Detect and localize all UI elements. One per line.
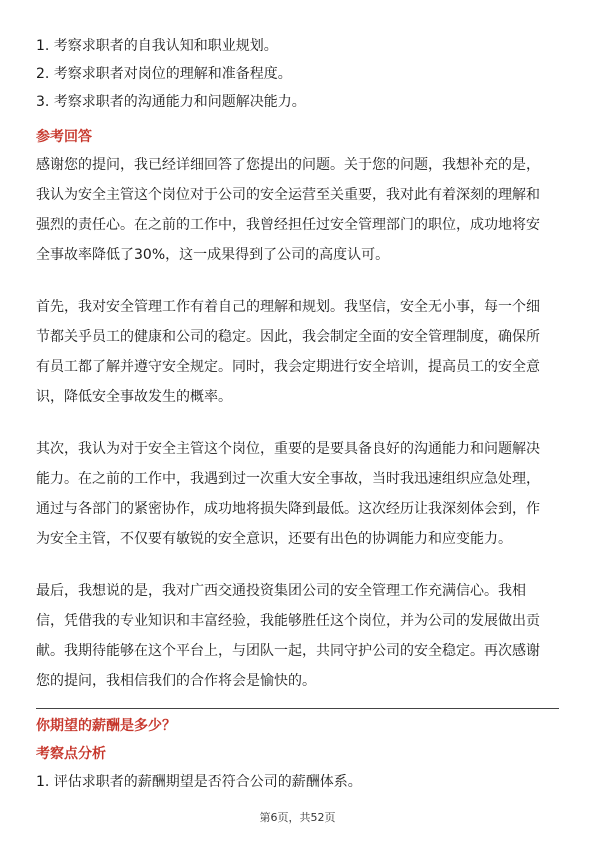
paragraph-line: 最后，我想说的是，我对广西交通投资集团公司的安全管理工作充满信心。我相: [36, 583, 526, 599]
paragraph-line: 首先，我对安全管理工作有着自己的理解和规划。我坚信，安全无小事，每一个细: [36, 299, 540, 315]
paragraph-line: 节都关乎员工的健康和公司的稳定。因此，我会制定全面的安全管理制度，确保所: [36, 329, 540, 345]
intro-list-item: 3. 考察求职者的沟通能力和问题解决能力。: [36, 94, 306, 110]
paragraph-line: 您的提问，我相信我们的合作将会是愉快的。: [36, 673, 316, 689]
paragraph-line: 通过与各部门的紧密协作，成功地将损失降到最低。这次经历让我深刻体会到，作: [36, 501, 540, 517]
paragraph-line: 信，凭借我的专业知识和丰富经验，我能够胜任这个岗位，并为公司的发展做出贡: [36, 613, 540, 629]
paragraph-line: 强烈的责任心。在之前的工作中，我曾经担任过安全管理部门的职位，成功地将安: [36, 217, 540, 233]
analysis-list-item: 1. 评估求职者的薪酬期望是否符合公司的薪酬体系。: [36, 774, 362, 790]
paragraph-line: 识，降低安全事故发生的概率。: [36, 389, 232, 405]
paragraph-line: 为安全主管，不仅要有敏锐的安全意识，还要有出色的协调能力和应变能力。: [36, 531, 512, 547]
paragraph-line: 能力。在之前的工作中，我遇到过一次重大安全事故，当时我迅速组织应急处理，: [36, 471, 540, 487]
paragraph-line: 全事故率降低了30%，这一成果得到了公司的高度认可。: [36, 247, 390, 263]
question-heading: 你期望的薪酬是多少？: [36, 718, 176, 734]
page-footer: 第6页，共52页: [259, 811, 336, 824]
paragraph-line: 有员工都了解并遵守安全规定。同时，我会定期进行安全培训，提高员工的安全意: [36, 359, 540, 375]
reference-answer-heading: 参考回答: [36, 129, 92, 145]
paragraph-line: 我认为安全主管这个岗位对于公司的安全运营至关重要，我对此有着深刻的理解和: [36, 187, 540, 203]
paragraph-line: 其次，我认为对于安全主管这个岗位，重要的是要具备良好的沟通能力和问题解决: [36, 441, 540, 457]
section-divider: [36, 708, 559, 709]
intro-list-item: 2. 考察求职者对岗位的理解和准备程度。: [36, 66, 292, 82]
intro-list-item: 1. 考察求职者的自我认知和职业规划。: [36, 38, 278, 54]
paragraph-line: 感谢您的提问，我已经详细回答了您提出的问题。关于您的问题，我想补充的是，: [36, 157, 540, 173]
analysis-heading: 考察点分析: [36, 746, 106, 762]
paragraph-line: 献。我期待能够在这个平台上，与团队一起，共同守护公司的安全稳定。再次感谢: [36, 643, 540, 659]
